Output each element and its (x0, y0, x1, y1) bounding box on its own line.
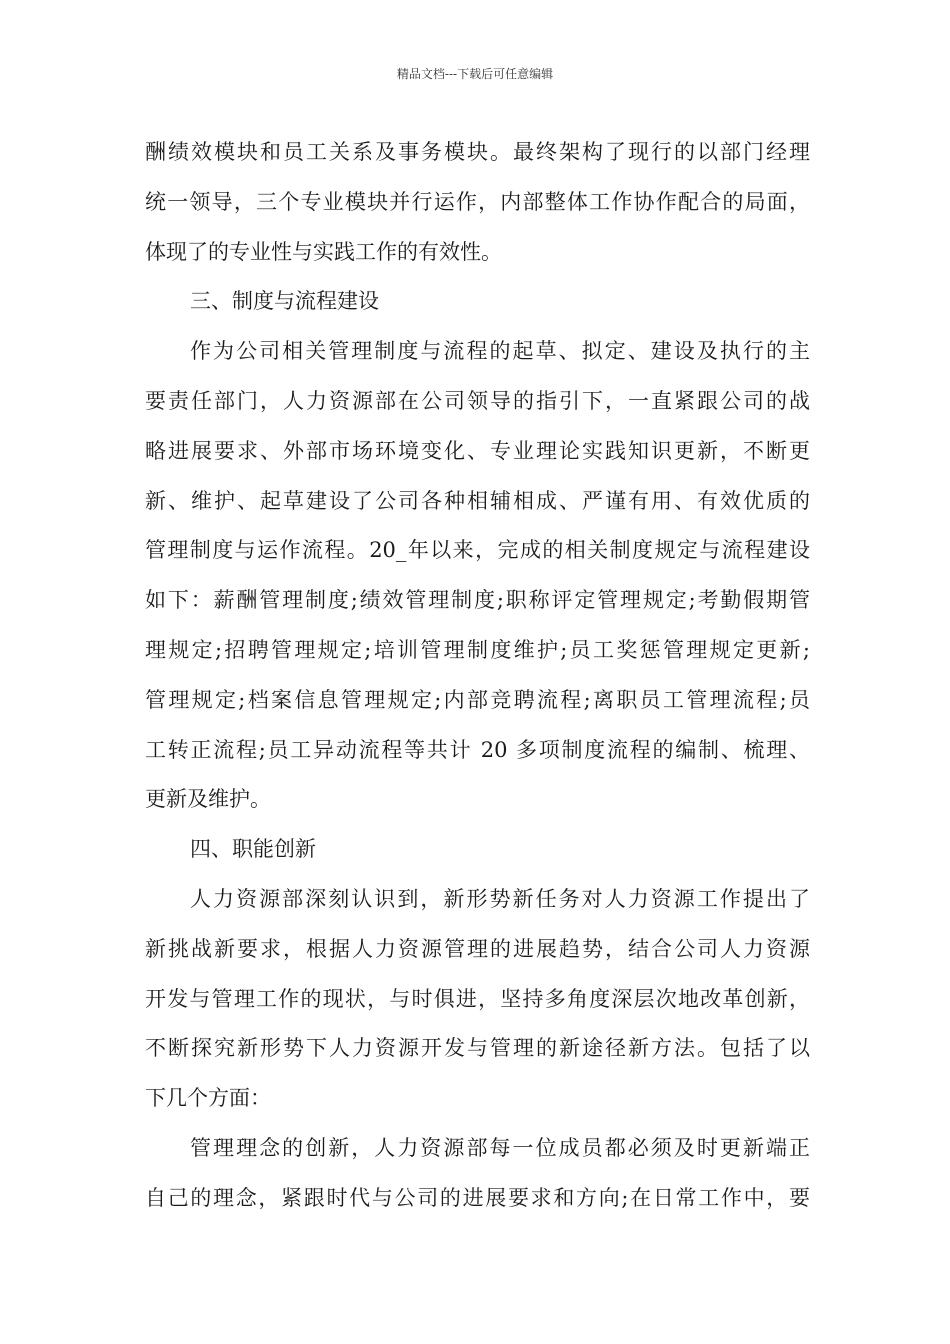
text-line: 自己的理念，紧跟时代与公司的进展要求和方向;在日常工作中，要 (145, 1185, 810, 1210)
section-heading: 四、职能创新 (190, 837, 316, 862)
text-line: 不断探究新形势下人力资源开发与管理的新途径新方法。包括了以 (145, 1036, 810, 1061)
document-body (145, 128, 810, 1224)
text-line: 管理规定;档案信息管理规定;内部竞聘流程;离职员工管理流程;员 (145, 687, 810, 712)
text-line: 理规定;招聘管理规定;培训管理制度维护;员工奖惩管理规定更新; (145, 637, 810, 662)
text-line: 如下：薪酬管理制度;绩效管理制度;职称评定管理规定;考勤假期管 (145, 588, 810, 613)
text-line: 工转正流程;员工异动流程等共计 20 多项制度流程的编制、梳理、 (145, 737, 810, 762)
text-line: 酬绩效模块和员工关系及事务模块。最终架构了现行的以部门经理 (145, 140, 810, 164)
section-heading: 三、制度与流程建设 (190, 289, 379, 314)
text-line: 体现了的专业性与实践工作的有效性。 (145, 239, 502, 264)
text-line: 开发与管理工作的现状，与时俱进，坚持多角度深层次地改革创新， (145, 986, 810, 1011)
text-line: 新、维护、起草建设了公司各种相辅相成、严谨有用、有效优质的 (145, 488, 810, 513)
text-line: 略进展要求、外部市场环境变化、专业理论实践知识更新，不断更 (145, 438, 810, 463)
text-line: 作为公司相关管理制度与流程的起草、拟定、建设及执行的主 (190, 339, 810, 364)
text-line: 下几个方面： (145, 1086, 271, 1111)
text-line: 人力资源部深刻认识到，新形势新任务对人力资源工作提出了 (190, 886, 810, 911)
text-line: 更新及维护。 (145, 787, 271, 812)
text-line: 要责任部门，人力资源部在公司领导的指引下，一直紧跟公司的战 (145, 388, 810, 413)
text-line: 管理理念的创新，人力资源部每一位成员都必须及时更新端正 (190, 1135, 810, 1160)
text-line: 管理制度与运作流程。20_年以来，完成的相关制度规定与流程建设 (145, 538, 810, 563)
text-line: 新挑战新要求，根据人力资源管理的进展趋势，结合公司人力资源 (145, 936, 810, 961)
text-line: 统一领导，三个专业模块并行运作，内部整体工作协作配合的局面， (145, 189, 810, 214)
page-header: 精品文档---下载后可任意编辑 (396, 67, 554, 81)
